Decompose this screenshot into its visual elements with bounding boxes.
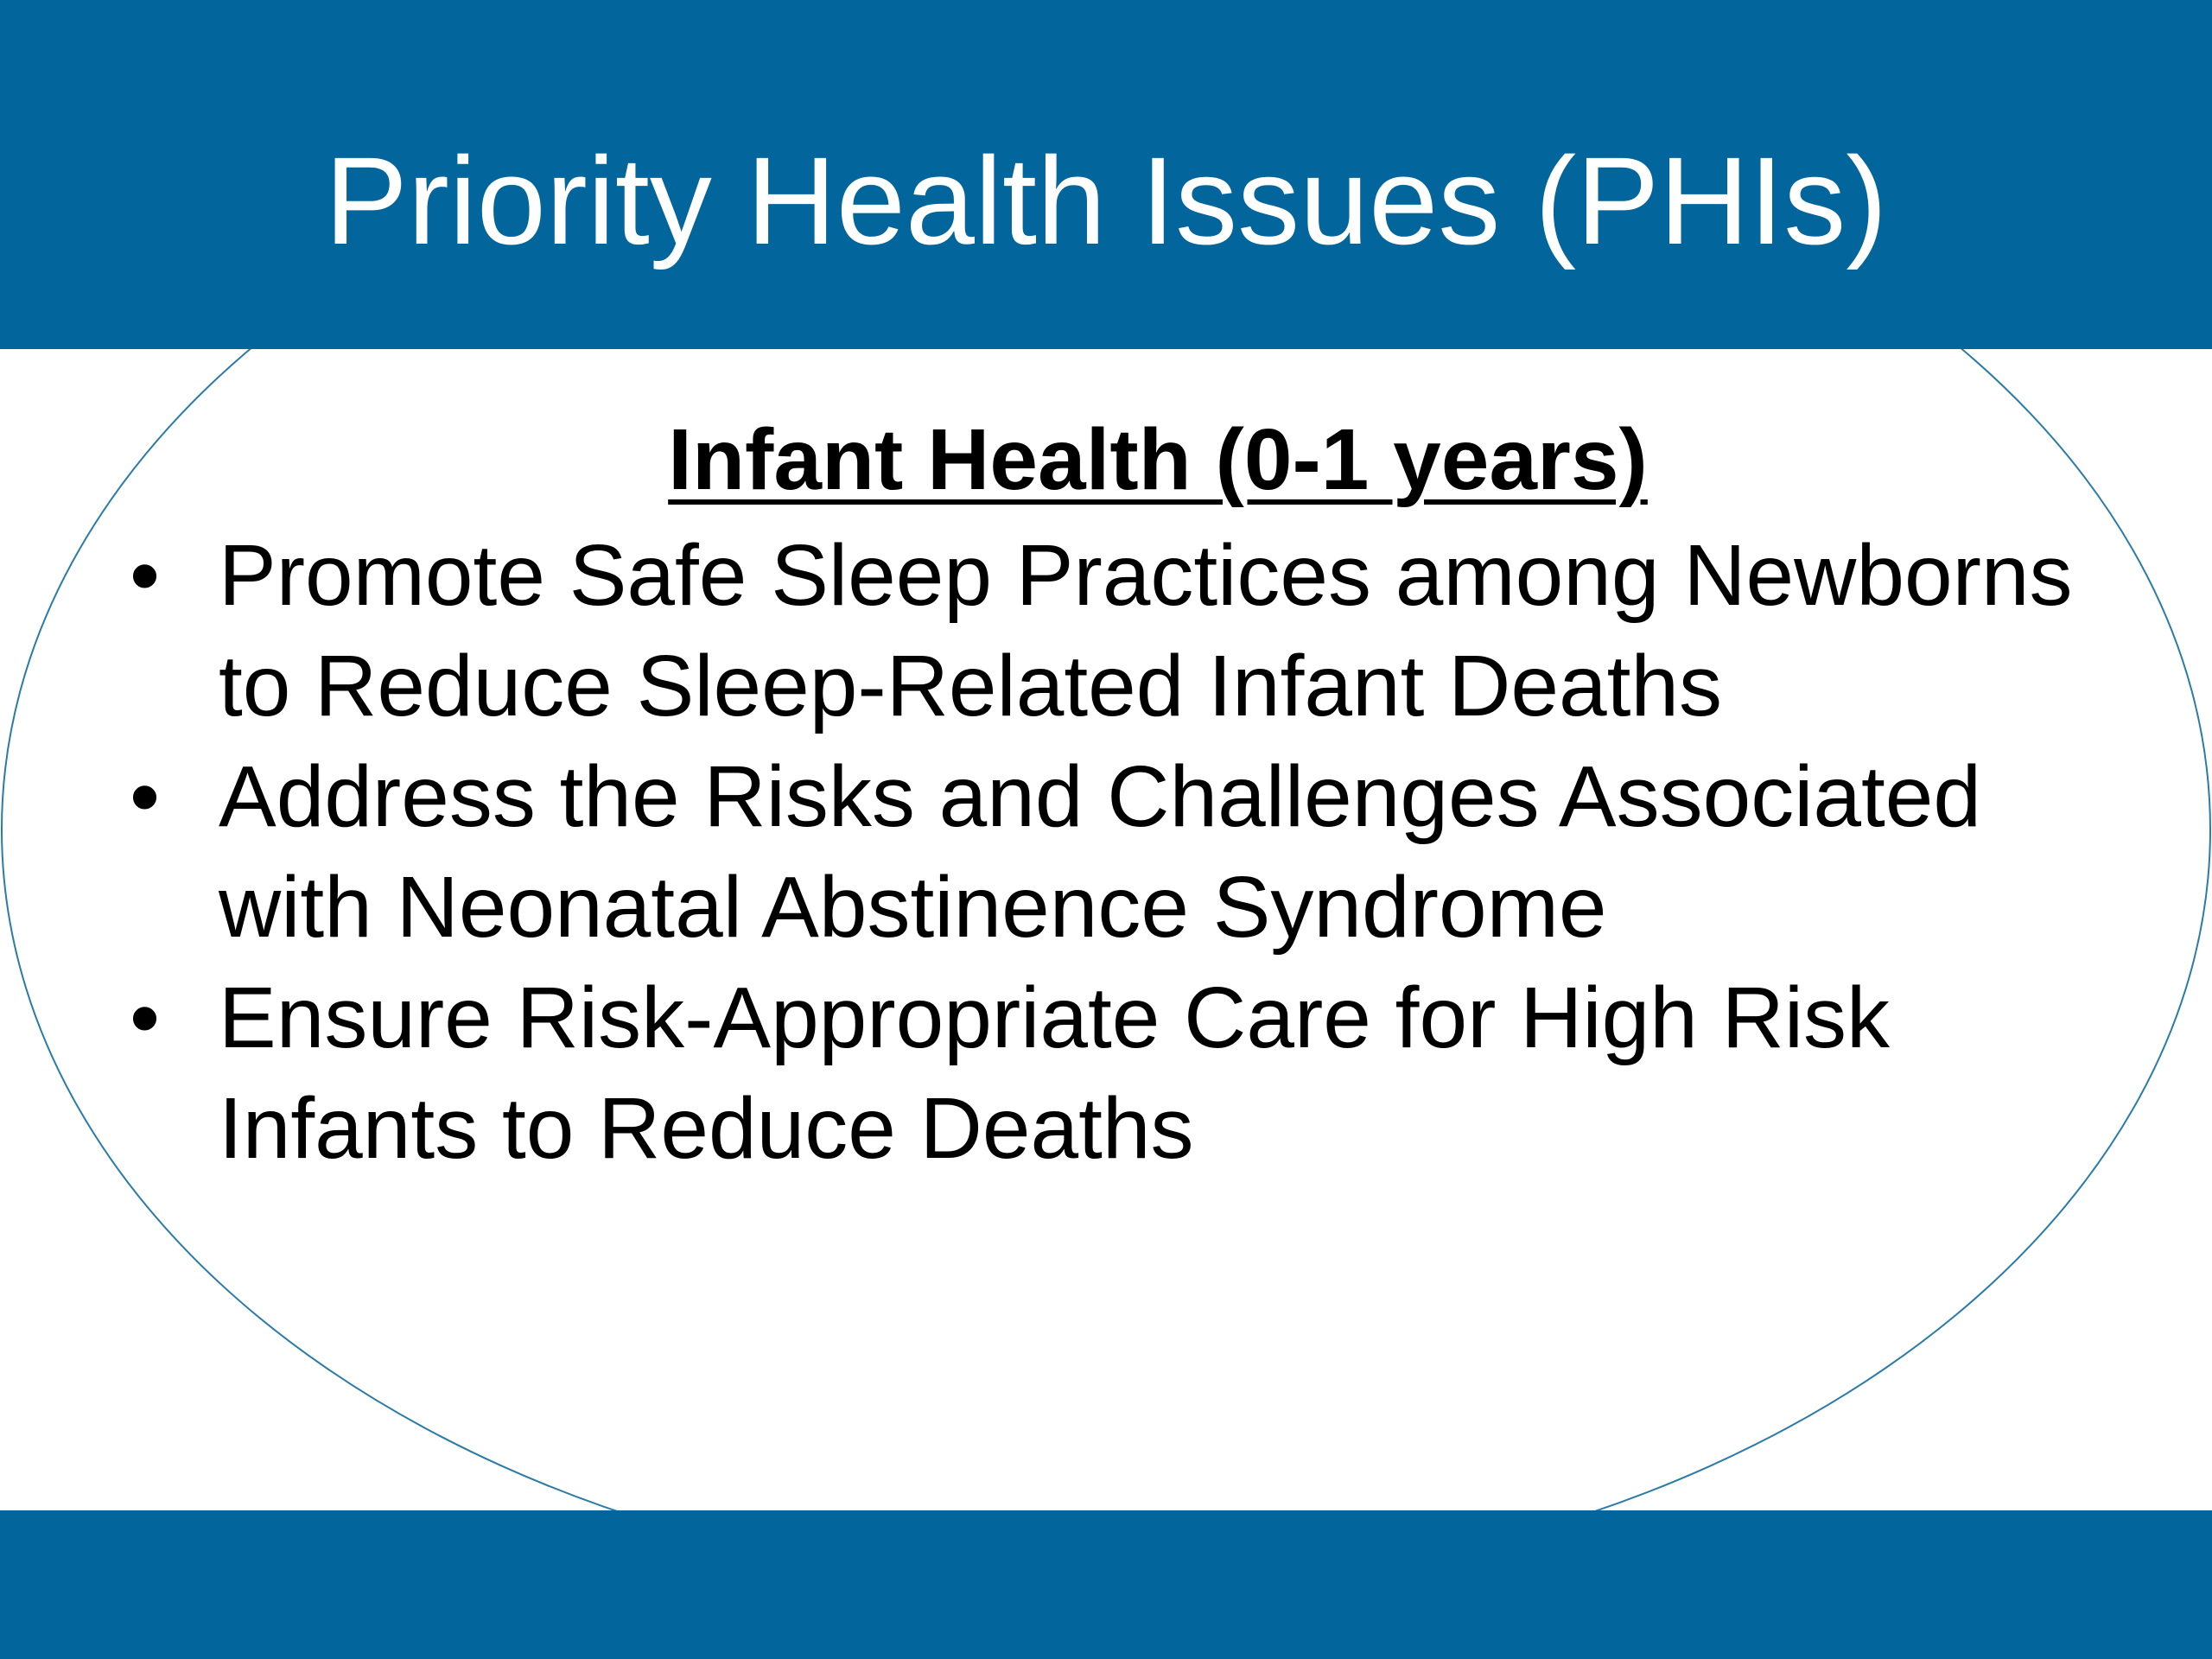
bullet-text: Address the Risks and Challenges Associated with Neonatal Abstinence Syndrome [219, 748, 1982, 956]
bullet-item [130, 963, 2082, 1184]
slide-content [130, 408, 2082, 1184]
bullet-marker: • [130, 969, 161, 1066]
footer-band [0, 1510, 2212, 1659]
bullet-text: Ensure Risk-Appropriate Care for High Risk Infants to Reduce Deaths [219, 969, 1891, 1177]
bullet-marker: • [130, 527, 161, 624]
bullet-item [130, 741, 2082, 963]
bullet-marker: • [130, 748, 161, 845]
section-heading-text: Infant Health (0-1 years) [668, 411, 1648, 508]
header-band [0, 0, 2212, 349]
bullet-item [130, 520, 2082, 741]
slide-title: Priority Health Issues (PHIs) [324, 131, 1888, 270]
bullet-list [130, 520, 2082, 1184]
section-heading [130, 408, 2082, 512]
bullet-text: Promote Safe Sleep Practices among Newborns to Reduce Sleep-Related Infant Deaths [219, 527, 2073, 734]
